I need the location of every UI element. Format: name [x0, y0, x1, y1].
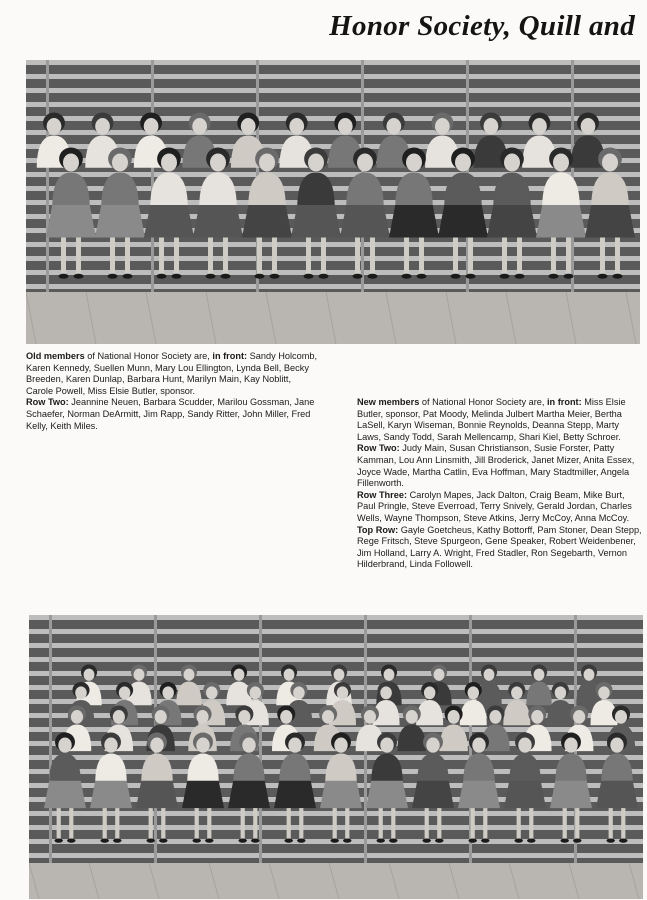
new-members-row-three-paragraph	[357, 490, 643, 525]
old-members-row-two-names: Jeannine Neuen, Barbara Scudder, Marilou Gossman, Jane Schaefer, Norman DeArmitt, Jim Rapp, Sandy Ritter, John Miller, Fred Kelly, Keith Miles.	[26, 397, 315, 431]
new-members-heading: New members	[357, 397, 420, 407]
new-members-front-paragraph	[357, 397, 643, 443]
new-members-row-three-label: Row Three:	[357, 489, 408, 500]
new-members-top-row-names: Gayle Goetcheus, Kathy Bottorff, Pam Stoner, Dean Stepp, Rege Fritsch, Steve Spurgeon, Gene Speaker, Robert Weidenbener, Jim Holland, Larry A. Wright, Fred Stadler, Ron Segebarth, Vernon Hilderbrand, Linda Followell.	[357, 524, 642, 570]
page-title: Honor Society, Quill and	[329, 10, 635, 42]
old-members-group-photo	[26, 60, 640, 344]
old-members-heading-rest: of National Honor Society are,	[84, 351, 213, 361]
new-members-row-two-names: Judy Main, Susan Christianson, Susie Forster, Patty Kamman, Lou Ann Linsmith, Jill Broderick, Janet Mizer, Anita Essex, Joyce Wade, Martha Catlin, Eva Hoffman, Mary Stadtmiller, Angela Fillenworth.	[357, 443, 635, 489]
old-members-heading: Old members	[26, 351, 85, 361]
new-members-caption	[357, 397, 643, 571]
new-members-row-two-label: Row Two:	[357, 443, 400, 454]
new-members-in-front-label: in front:	[546, 397, 582, 407]
new-members-group-photo	[29, 615, 643, 899]
old-members-front-paragraph	[26, 351, 319, 397]
new-members-top-row-paragraph	[357, 525, 643, 571]
old-members-caption	[26, 351, 319, 432]
old-members-row-two-paragraph	[26, 397, 319, 432]
new-members-top-row-label: Top Row:	[357, 524, 399, 535]
new-members-row-three-names: Carolyn Mapes, Jack Dalton, Craig Beam, Mike Burt, Paul Pringle, Steve Everroad, Terry Snively, Gerald Jordan, Charles Wells, Wayne Thompson, Steve Atkins, Jerry McCoy, Anna McCoy.	[357, 489, 632, 523]
old-members-in-front-label: in front:	[212, 351, 248, 361]
old-members-row-two-label: Row Two:	[26, 397, 69, 408]
new-members-heading-rest: of National Honor Society are,	[419, 397, 547, 407]
new-members-row-two-paragraph	[357, 443, 643, 489]
old-members-front-names: Sandy Holcomb, Karen Kennedy, Suellen Munn, Mary Lou Ellington, Lynda Bell, Becky Breeden, Karen Dunlap, Barbara Hunt, Marilyn Main, Kay Noblitt, Carole Powell, Miss Elsie Butler, sponsor.	[26, 351, 318, 396]
new-members-front-names: Miss Elsie Butler, sponsor, Pat Moody, Melinda Julbert Martha Meier, Bertha LaSell, Karyn Wiseman, Bonnie Reynolds, Deanna Stepp, Marty Laws, Sandy Todd, Sarah Mellencamp, Shari Kiel, Betty Schroer.	[357, 397, 626, 442]
